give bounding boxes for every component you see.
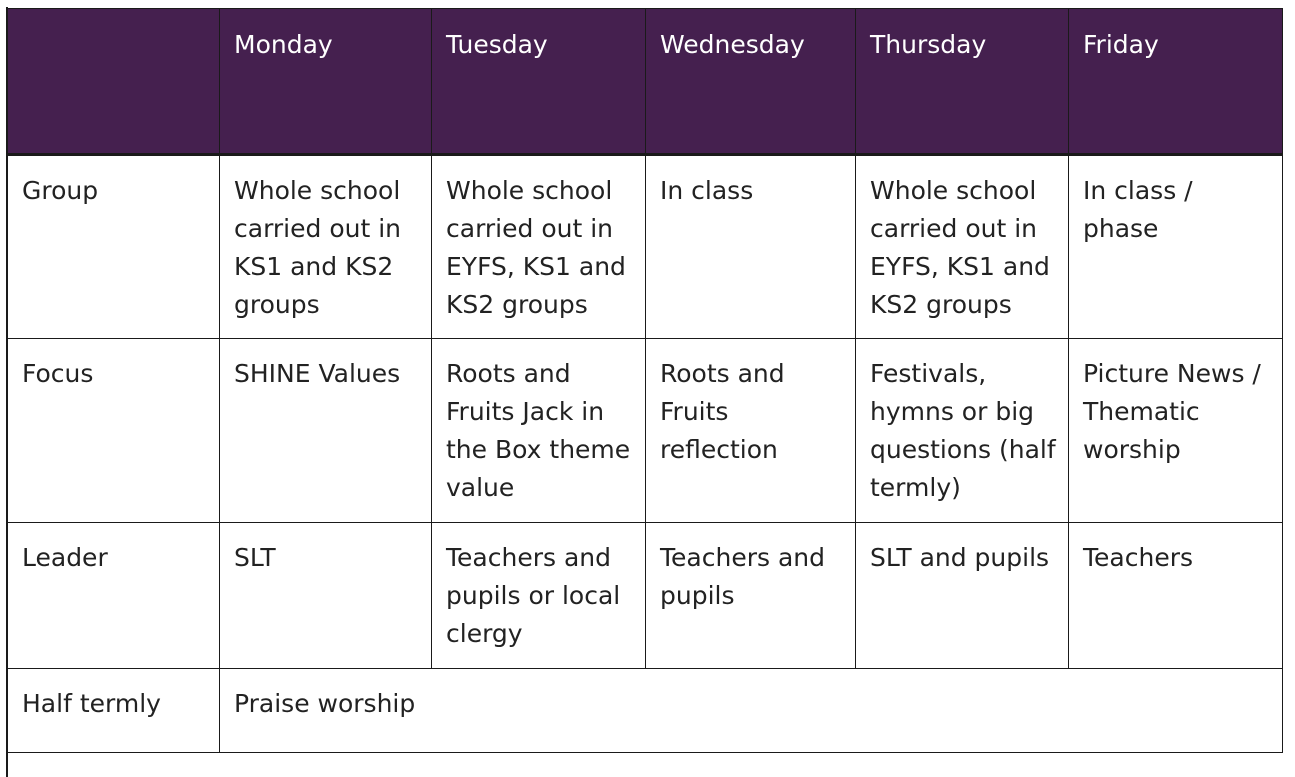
row-label-group: Group	[8, 155, 220, 339]
table-cell: Picture News / Thematic worship	[1069, 339, 1283, 523]
table-row-half-termly	[8, 669, 1283, 753]
header-day-friday: Friday	[1069, 9, 1283, 155]
table-cell: SLT and pupils	[856, 523, 1069, 669]
table-cell: Teachers and pupils	[646, 523, 856, 669]
row-label-focus: Focus	[8, 339, 220, 523]
half-termly-value-cell: Praise worship	[220, 669, 1283, 753]
table-row-leader	[8, 523, 1283, 669]
table-cell: Teachers	[1069, 523, 1283, 669]
header-day-monday: Monday	[220, 9, 432, 155]
header-day-tuesday: Tuesday	[432, 9, 646, 155]
header-corner-cell	[8, 9, 220, 155]
table-cell: Whole school carried out in EYFS, KS1 and KS2 groups	[856, 155, 1069, 339]
table-row-group	[8, 155, 1283, 339]
table-cell: In class	[646, 155, 856, 339]
table-cell: Roots and Fruits reflection	[646, 339, 856, 523]
header-day-thursday: Thursday	[856, 9, 1069, 155]
table-cell: SHINE Values	[220, 339, 432, 523]
table-cell: Roots and Fruits Jack in the Box theme value	[432, 339, 646, 523]
table-cell: SLT	[220, 523, 432, 669]
table-cell: Whole school carried out in KS1 and KS2 groups	[220, 155, 432, 339]
header-day-wednesday: Wednesday	[646, 9, 856, 155]
table-cell: Teachers and pupils or local clergy	[432, 523, 646, 669]
row-label-leader: Leader	[8, 523, 220, 669]
table-cell: In class / phase	[1069, 155, 1283, 339]
table-row-focus	[8, 339, 1283, 523]
table-cell: Whole school carried out in EYFS, KS1 and KS2 groups	[432, 155, 646, 339]
table-cell: Festivals, hymns or big questions (half termly)	[856, 339, 1069, 523]
worship-schedule-table	[7, 8, 1283, 753]
row-label-half-termly: Half termly	[8, 669, 220, 753]
header-row	[8, 9, 1283, 155]
